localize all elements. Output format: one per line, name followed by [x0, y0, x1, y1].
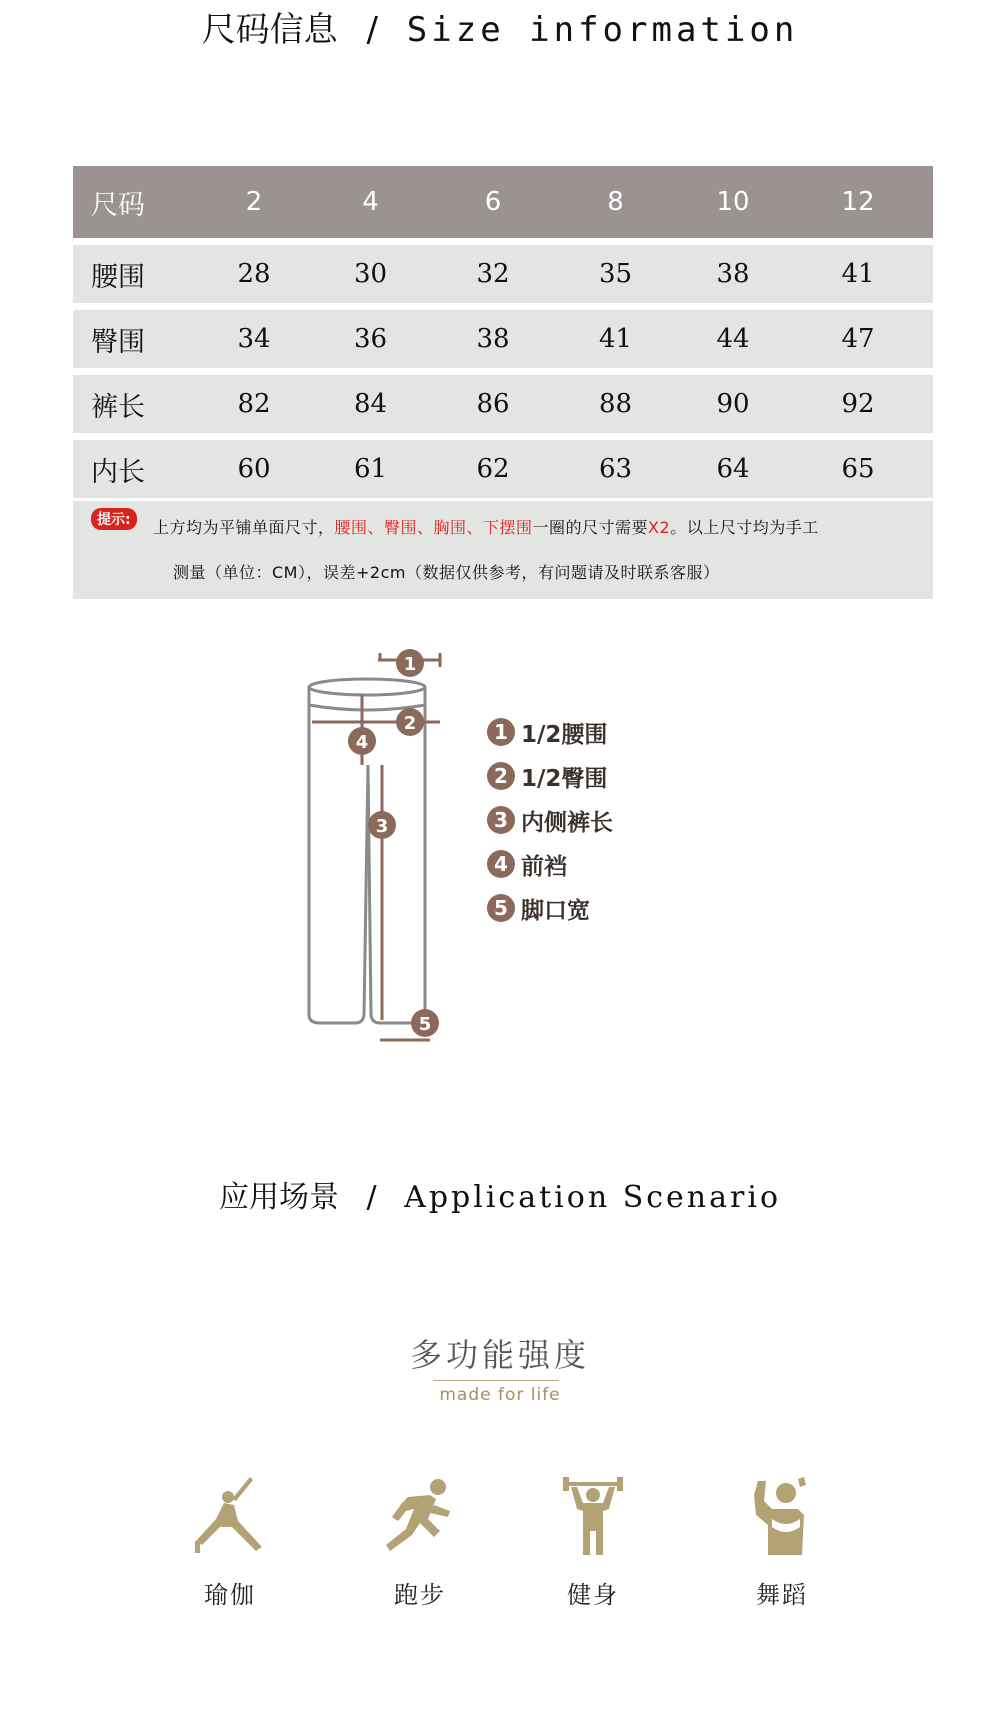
table-cell: 61 — [353, 454, 388, 484]
legend-item — [487, 798, 613, 842]
legend-number: 5 — [487, 894, 515, 922]
legend-label: 内侧裤长 — [521, 809, 613, 836]
marker-label: 2 — [403, 713, 417, 734]
table-row — [73, 440, 933, 498]
table-cell: 34 — [237, 324, 271, 354]
divider — [433, 1380, 559, 1381]
header-cell: 尺码 — [91, 189, 145, 221]
marker-4 — [348, 727, 376, 755]
table-cell: 92 — [841, 389, 875, 419]
table-row — [73, 245, 933, 303]
table-cell: 44 — [716, 324, 750, 354]
table-cell: 32 — [476, 259, 510, 289]
table-row — [73, 375, 933, 433]
table-cell: 38 — [716, 259, 750, 289]
size-title-cn: 尺码信息 — [201, 10, 338, 50]
table-cell: 86 — [476, 389, 510, 419]
legend-number: 2 — [487, 762, 515, 790]
marker-label: 5 — [418, 1014, 432, 1035]
table-cell: 41 — [598, 324, 633, 354]
legend-number: 3 — [487, 806, 515, 834]
legend-item — [487, 754, 613, 798]
legend-label: 前裆 — [521, 853, 567, 880]
note-text: 一圈的尺寸需要 — [532, 518, 649, 537]
row-label: 臀围 — [91, 326, 145, 358]
yoga-icon — [190, 1475, 270, 1555]
header-cell: 10 — [716, 187, 750, 217]
table-row — [73, 310, 933, 368]
application-section-title — [0, 1172, 1000, 1216]
table-cell: 47 — [841, 324, 875, 354]
table-cell: 28 — [237, 259, 271, 289]
legend-item — [487, 710, 613, 754]
size-table-header — [73, 166, 933, 238]
note-highlight: X2 — [648, 518, 671, 537]
multi-function-subtitle: made for life — [439, 1385, 561, 1405]
row-label: 内长 — [91, 456, 145, 488]
app-title-separator: / — [366, 1180, 377, 1215]
table-cell: 35 — [598, 259, 633, 289]
table-cell: 30 — [353, 259, 388, 289]
scenario-label: 舞蹈 — [756, 1581, 808, 1609]
fitness-icon — [553, 1475, 633, 1555]
legend-number: 1 — [487, 718, 515, 746]
scenario-label: 健身 — [567, 1581, 619, 1609]
size-title-en: Size information — [406, 10, 799, 50]
note-badge: 提示: — [91, 508, 137, 530]
table-cell: 60 — [237, 454, 271, 484]
multi-function-title: 多功能强度 — [409, 1336, 590, 1374]
running-icon — [380, 1475, 460, 1555]
marker-label: 1 — [403, 654, 417, 675]
table-cell: 41 — [841, 259, 875, 289]
legend-label: 1/2腰围 — [521, 721, 608, 748]
legend-label: 1/2臀围 — [521, 765, 608, 792]
table-cell: 82 — [237, 389, 271, 419]
table-cell: 65 — [841, 454, 875, 484]
app-title-en: Application Scenario — [404, 1180, 782, 1215]
size-section-title — [0, 2, 1000, 51]
dance-icon — [742, 1475, 822, 1555]
table-cell: 63 — [598, 454, 633, 484]
legend-label: 脚口宽 — [521, 897, 590, 924]
marker-label: 3 — [375, 816, 389, 837]
scenario-label: 跑步 — [394, 1581, 446, 1609]
row-label: 裤长 — [91, 391, 145, 423]
marker-3 — [368, 811, 396, 839]
note-text: 。以上尺寸均为手工 — [670, 518, 819, 537]
table-cell: 88 — [598, 389, 633, 419]
header-cell: 8 — [607, 187, 624, 217]
scenario-label: 瑜伽 — [204, 1581, 256, 1609]
marker-2 — [396, 708, 424, 736]
size-title-separator: / — [366, 10, 378, 50]
row-label: 腰围 — [91, 261, 145, 293]
scenario-yoga — [170, 1475, 290, 1610]
pants-measurement-diagram — [300, 645, 470, 1045]
note-text: 上方均为平铺单面尺寸， — [153, 518, 335, 537]
size-note — [73, 501, 933, 599]
legend-number: 4 — [487, 850, 515, 878]
marker-label: 4 — [355, 732, 369, 753]
scenario-running — [360, 1475, 480, 1610]
header-cell: 6 — [484, 187, 502, 217]
marker-1 — [396, 649, 424, 677]
scenario-fitness — [533, 1475, 653, 1610]
table-cell: 36 — [353, 324, 388, 354]
legend-item — [487, 842, 613, 886]
header-cell: 2 — [245, 187, 263, 217]
legend-item — [487, 886, 613, 930]
size-table — [73, 166, 933, 498]
scenario-dance — [722, 1475, 842, 1610]
header-cell: 12 — [841, 187, 875, 217]
header-cell: 4 — [362, 187, 379, 217]
table-cell: 84 — [353, 389, 388, 419]
table-cell: 64 — [716, 454, 750, 484]
note-highlight: 腰围、臀围、胸围、下摆围 — [334, 518, 533, 537]
table-cell: 62 — [476, 454, 510, 484]
table-cell: 90 — [716, 389, 750, 419]
diagram-legend — [487, 710, 613, 930]
marker-5 — [411, 1009, 439, 1037]
note-line-1 — [153, 515, 819, 538]
note-line-2: 测量（单位：CM），误差+2cm（数据仅供参考，有问题请及时联系客服） — [173, 563, 720, 582]
app-title-cn: 应用场景 — [218, 1180, 339, 1215]
table-cell: 38 — [476, 324, 510, 354]
